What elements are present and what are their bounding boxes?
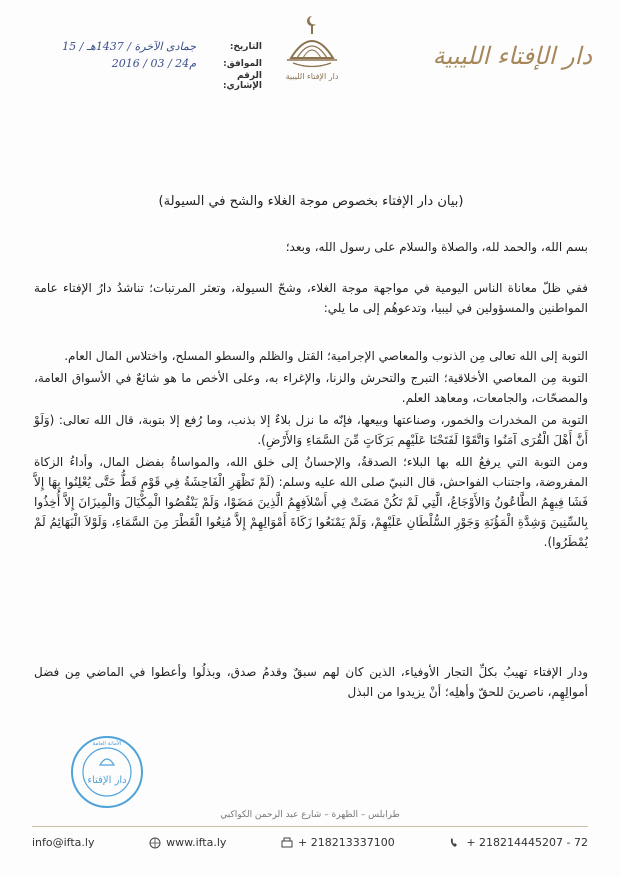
brand-name: دار الإفتاء الليبية (432, 42, 592, 70)
footer-website[interactable]: www.ifta.ly (166, 835, 227, 849)
footer-fax: + 218213337100 (298, 835, 395, 849)
reference-label: الرقم الإشاري: (222, 70, 262, 91)
closing-block (34, 662, 588, 706)
gregorian-value: 2016 / 03 / 24م (111, 57, 196, 70)
logo-caption: دار الإفتاء الليبية (285, 72, 339, 81)
letterhead (0, 0, 620, 100)
body-paragraphs (34, 346, 588, 554)
letter-meta (52, 38, 262, 89)
gregorian-row (52, 55, 262, 72)
document-title: (بيان دار الإفتاء بخصوص موجة الغلاء والشح في السيولة) (158, 194, 464, 209)
stamp-center-text: دار الإفتاء (87, 775, 127, 786)
paragraph-1: التوبة إلى الله تعالى مِن الذنوب والمعاصي الإجرامية؛ القتل والظلم والسطو المسلح، واختلاس المال العام. (64, 349, 588, 363)
phone-icon (449, 837, 461, 849)
date-value: 15 / جمادى الآخرة / 1437هـ (62, 40, 196, 53)
paragraph-2: التوبة مِن المعاصي الأخلاقية؛ التبرج والتحرش والزنا، والإغراء به، وعلى الأخص ما هو شائعٌ في الأسواق العامة، والمصحّات، والجامعات، ومعاهد العلم. (34, 371, 588, 405)
date-row (52, 38, 262, 55)
globe-icon (149, 837, 161, 849)
gregorian-label: الموافق: (223, 58, 262, 69)
official-stamp-icon (70, 735, 144, 809)
greeting: بسم الله، والحمد لله، والصلاة والسلام على رسول الله، وبعد؛ (285, 240, 588, 254)
intro-block (34, 278, 588, 322)
footer-divider (32, 826, 588, 827)
closing-paragraph: ودار الإفتاء تهيبُ بكلِّ التجار الأوفياء، الذين كان لهم سبقٌ وقدمُ صدق، وبذلُوا وأعطوا في الماضي مِن فضل أموالِهِم، ناصرينَ للحقّ وأهلِه؛ أنْ يزيدوا من البذل (34, 665, 588, 699)
footer-website-group (147, 836, 227, 849)
fax-icon (281, 837, 293, 849)
footer-fax-group (279, 836, 395, 849)
paragraph-3: التوبة من المخدرات والخمور، وصناعتها وبيعها، فإنّه ما نزل بلاءٌ إلا بذنب، وما رُفع إلا بتوبة، قال الله تعالى: (وَلَوْ أَنَّ أَهْلَ الْقُرَى آمَنُوا وَاتَّقَوْا لَفَتَحْنَا عَلَيْهِم بَرَكَاتٍ مِّنَ السَّمَاءِ وَالأَرْضِ). (34, 413, 588, 447)
footer-phone: + 218214445207 - 72 (466, 835, 588, 849)
footer-phone-group (447, 836, 588, 849)
paragraph-4: ومن التوبة التي يرفعُ الله بها البلاء؛ الصدقةُ، والإحسانُ إلى خلق الله، والمواساةُ بفضل المال، وأداءُ الزكاة المفروضة، واجتناب الفواحش، قال النبيّ صلى الله عليه وسلم: (لَمْ تَظْهَرِ الْفَاحِشَةُ فِي قَوْمٍ قَطُّ حَتَّى يُعْلِنُوا بِهَا إِلاَّ فَشَا فِيهِمُ الطَّاعُونُ وَالأَوْجَاعُ، الَّتِي لَمْ تَكُنْ مَضَتْ فِي أَسْلاَفِهِمُ الَّذِينَ مَضَوْا، وَلَمْ يَنْقُصُوا الْمِكْيَالَ وَالْمِيزَانَ إِلاَّ أُخِذُوا بِالسِّنِينَ وَشِدَّةِ الْمَؤُنَةِ وَجَوْرِ السُّلْطَانِ عَلَيْهِمْ، وَلَمْ يَمْنَعُوا زَكَاةَ أَمْوَالِهِمْ إِلاَّ مُنِعُوا الْقَطْرَ مِنَ السَّمَاءِ، وَلَوْلاَ الْبَهَائِمُ لَمْ يُمْطَرُوا). (34, 455, 588, 549)
footer-address: طرابلس – الظهرة – شارع عبد الرحمن الكواكبي (220, 810, 400, 820)
footer-email[interactable]: info@ifta.ly (32, 835, 95, 849)
stamp-top-text: الأمانة العامة (92, 741, 122, 747)
reference-row (52, 72, 262, 89)
intro-paragraph: ففي ظلّ معاناة الناس اليومية في مواجهة موجة الغلاء، وشحّ السيولة، وتعثر المرتبات؛ تناشدُ دارُ الإفتاء عامة المواطنين والمسؤولين في ليبيا، وتدعوهُم إلى ما يلي: (34, 281, 588, 315)
footer-contacts (32, 834, 588, 850)
date-label: التاريخ: (229, 41, 262, 52)
